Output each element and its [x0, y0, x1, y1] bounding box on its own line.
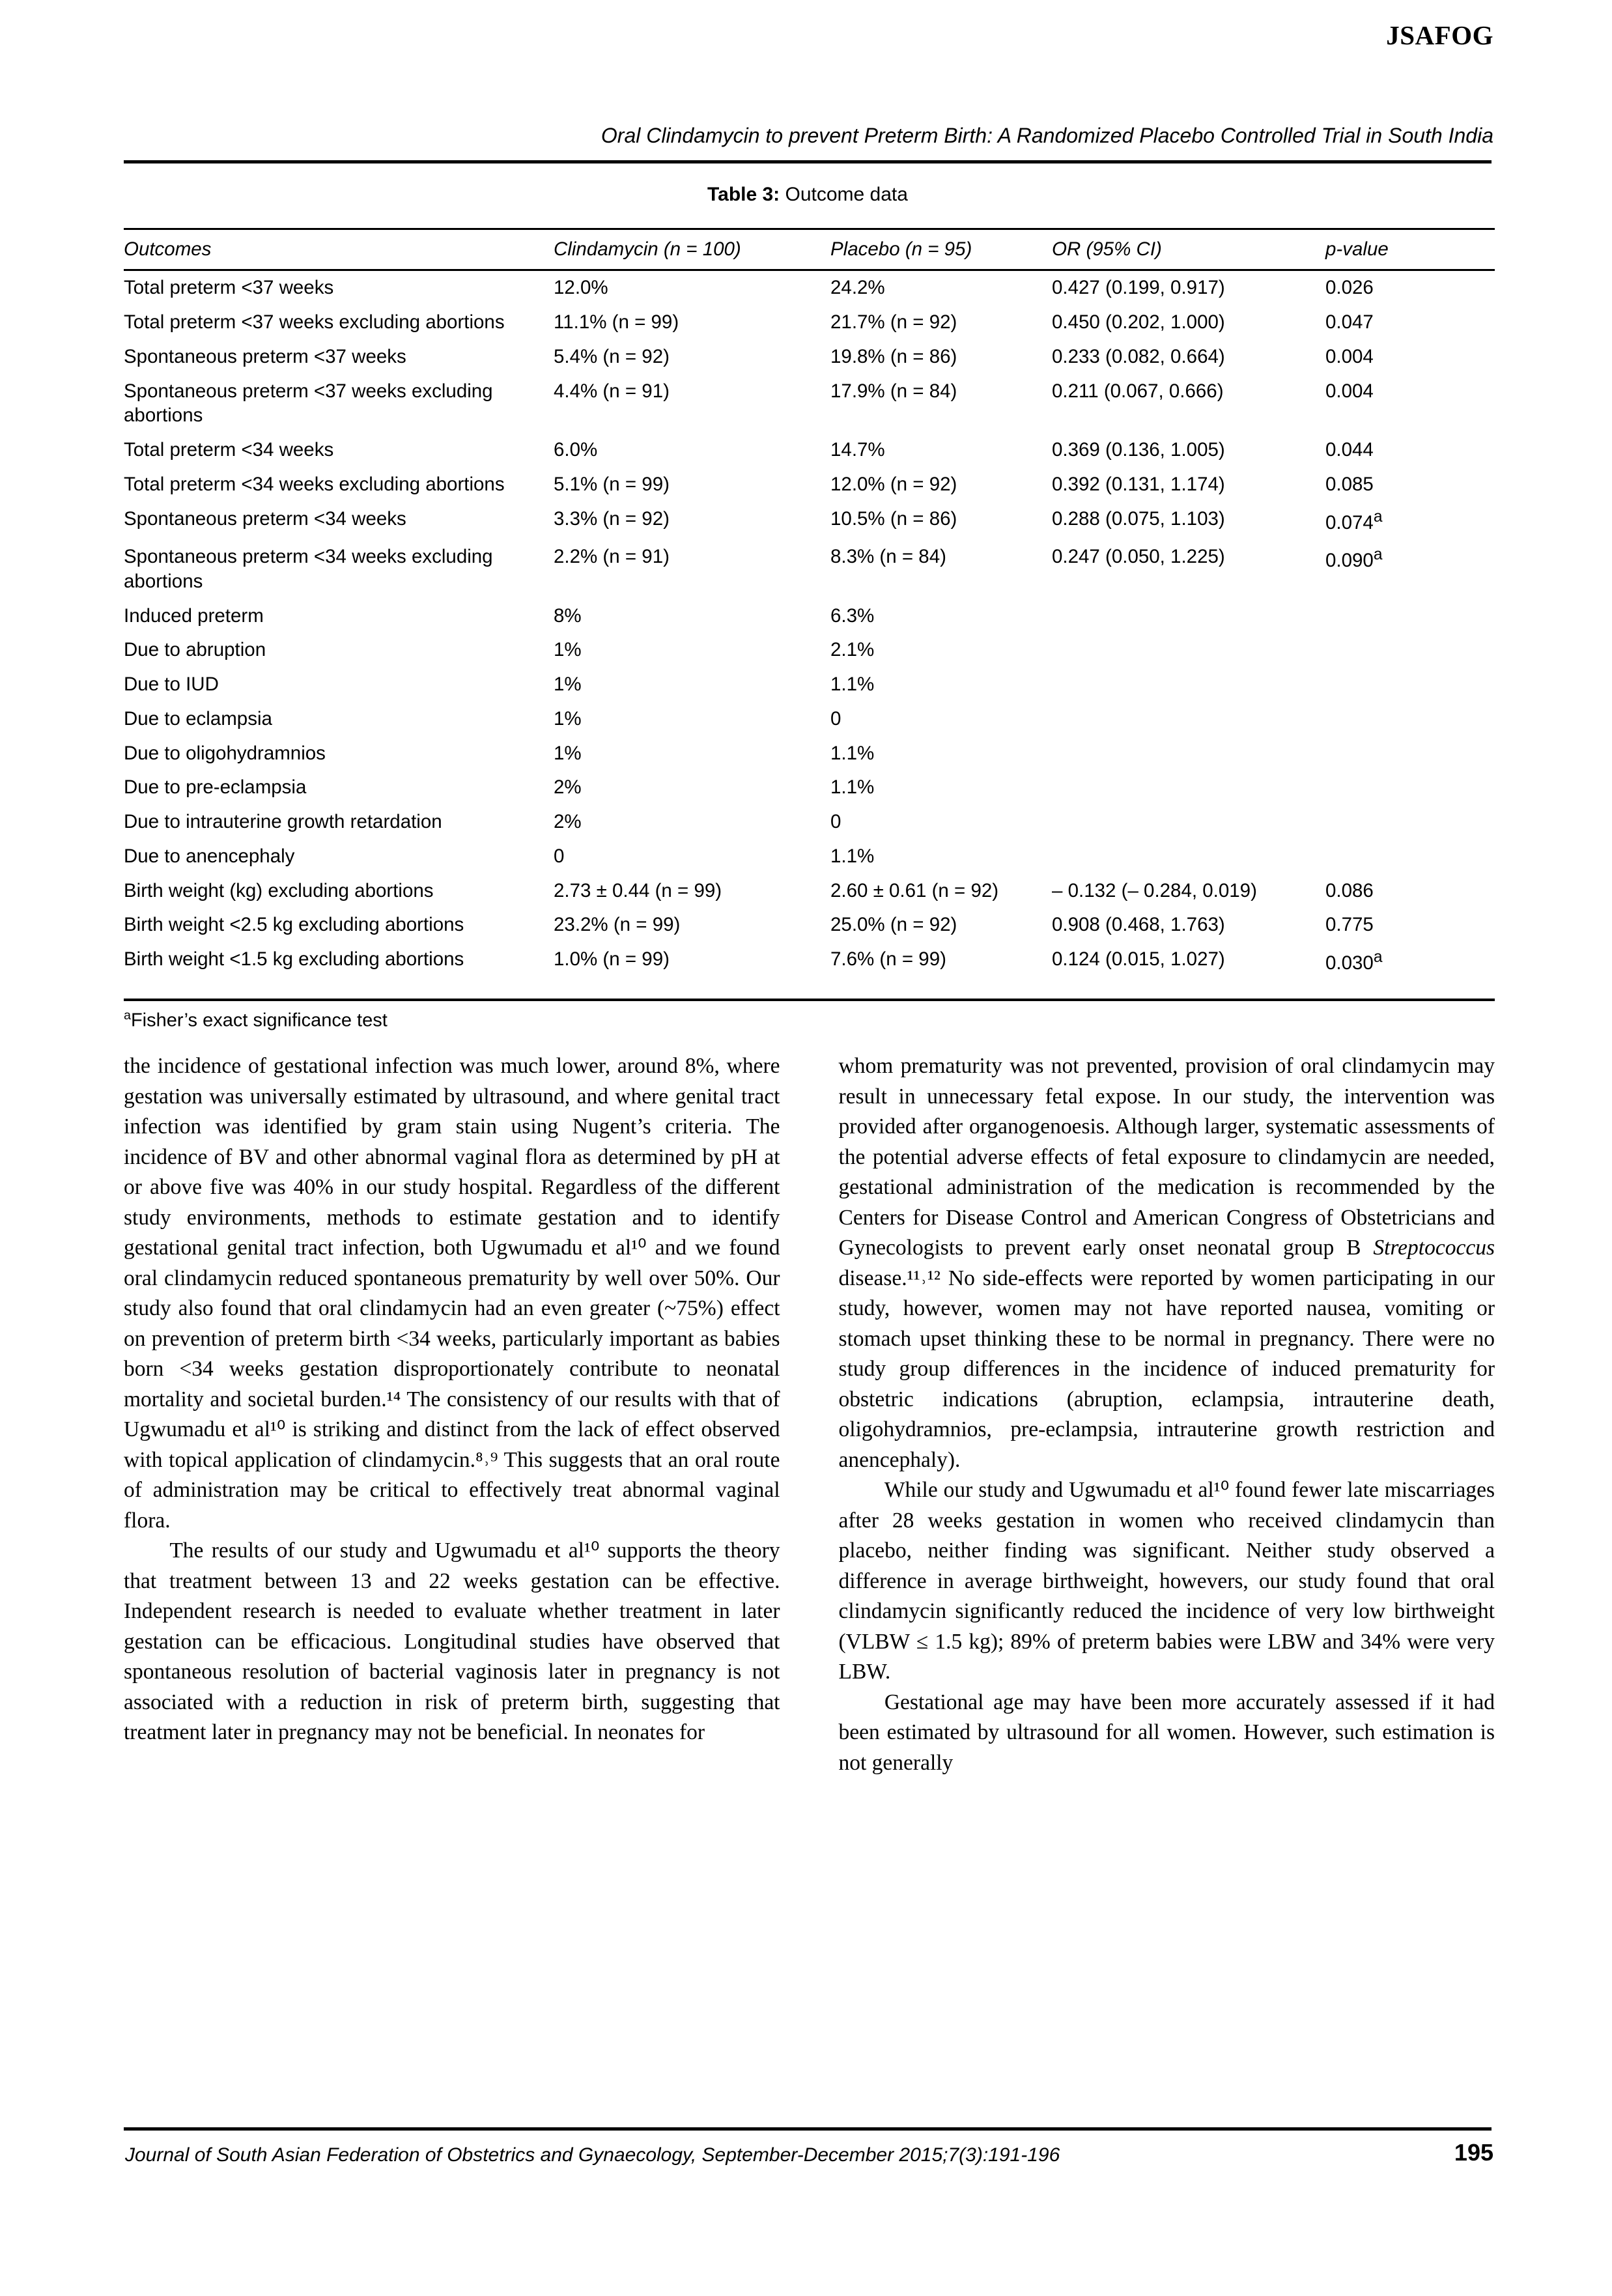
- table-row: [124, 702, 1495, 736]
- table-row: [124, 736, 1495, 771]
- cell-outcome: Due to intrauterine growth retardation: [124, 811, 442, 833]
- cell-or: [1052, 805, 1325, 840]
- cell-outcome: Spontaneous preterm <37 weeks excluding abortions: [124, 380, 493, 427]
- cell-or: [1052, 771, 1325, 805]
- cell-placebo: 6.3%: [830, 604, 875, 627]
- cell-placebo: 19.8% (n = 86): [830, 345, 957, 367]
- cell-outcome: Total preterm <37 weeks excluding abortions: [124, 311, 505, 333]
- cell-clindamycin: 11.1% (n = 99): [554, 311, 679, 333]
- cell-or: [1052, 599, 1325, 633]
- cell-pvalue: [1325, 633, 1495, 668]
- cell-clindamycin: 2.2% (n = 91): [554, 546, 670, 568]
- cell-clindamycin: 0: [554, 845, 565, 867]
- table-row: [124, 873, 1495, 908]
- cell-or: 0.211 (0.067, 0.666): [1052, 380, 1224, 402]
- body-paragraph: While our study and Ugwumadu et al¹⁰ found fewer late miscarriages after 28 weeks gestation in women who received clindamycin than placebo, neither finding was significant. Neither study observed a difference in average birthweight, howevers, our study found that oral clindamycin significantly reduced the incidence of very low birthweight (VLBW ≤ 1.5 kg); 89% of preterm babies were LBW and 34% were very LBW.: [838, 1478, 1495, 1684]
- cell-or: 0.427 (0.199, 0.917): [1052, 277, 1225, 299]
- body-column-left: [124, 1051, 780, 2087]
- cell-placebo: 1.1%: [830, 845, 875, 867]
- cell-pvalue: 0.086: [1325, 879, 1374, 901]
- table-row: [124, 305, 1495, 340]
- cell-pvalue: [1325, 599, 1495, 633]
- cell-pvalue: 0.026: [1325, 277, 1374, 299]
- cell-pvalue: [1325, 771, 1495, 805]
- cell-placebo: 2.1%: [830, 639, 875, 661]
- table-row: [124, 339, 1495, 374]
- table-head: [124, 229, 1495, 270]
- cell-placebo: 17.9% (n = 84): [830, 380, 957, 402]
- cell-outcome: Total preterm <34 weeks: [124, 439, 334, 461]
- cell-or: 0.124 (0.015, 1.027): [1052, 948, 1225, 971]
- table-row: [124, 270, 1495, 305]
- table-header-row: [124, 229, 1495, 270]
- cell-clindamycin: 1%: [554, 639, 582, 661]
- body-paragraph: the incidence of gestational infection was much lower, around 8%, where gestation was universally estimated by ultrasound, and where genital tract infection was identified by gram stain using Nugent’s criteria. The incidence of BV and other abnormal vaginal flora as determined by pH at or above five was 40% in our study hospital. Regardless of the different study environments, methods to estimate gestation and to identify gestational genital tract infection, both Ugwumadu et al¹⁰ and we found oral clindamycin reduced spontaneous prematurity by well over 50%. Our study also found that oral clindamycin had an even greater (~75%) effect on prevention of preterm birth <34 weeks, particularly important as babies born <34 weeks gestation disproportionately contribute to neonatal mortality and societal burden.¹⁴ The consistency of our results with that of Ugwumadu et al¹⁰ is striking and distinct from the lack of effect observed with topical application of clindamycin.⁸˒⁹ This suggests that an oral route of administration may be critical to effectively treat abnormal vaginal flora.: [124, 1054, 780, 1533]
- column-header-placebo: Placebo (n = 95): [830, 238, 972, 260]
- cell-or: 0.247 (0.050, 1.225): [1052, 546, 1225, 568]
- cell-clindamycin: 1.0% (n = 99): [554, 948, 670, 971]
- cell-or: [1052, 633, 1325, 668]
- cell-outcome: Due to abruption: [124, 639, 266, 661]
- cell-clindamycin: 6.0%: [554, 439, 598, 461]
- cell-pvalue: 0.090$^a$: [1325, 546, 1383, 571]
- table-row: [124, 540, 1495, 599]
- header-rule: [124, 160, 1492, 163]
- cell-placebo: 0: [830, 811, 841, 833]
- table-bottom-rule: [124, 999, 1495, 1001]
- table-row: [124, 771, 1495, 805]
- table-row: [124, 839, 1495, 873]
- cell-outcome: Spontaneous preterm <34 weeks: [124, 507, 406, 530]
- table-row: [124, 433, 1495, 468]
- cell-placebo: 21.7% (n = 92): [830, 311, 957, 333]
- cell-pvalue: 0.004: [1325, 380, 1374, 402]
- cell-clindamycin: 2%: [554, 811, 582, 833]
- table-caption: [124, 184, 1492, 206]
- superscript-marker: a: [1373, 948, 1383, 967]
- cell-placebo: 25.0% (n = 92): [830, 914, 957, 936]
- cell-pvalue: [1325, 736, 1495, 771]
- cell-outcome: Birth weight <2.5 kg excluding abortions: [124, 914, 464, 936]
- cell-clindamycin: 3.3% (n = 92): [554, 507, 670, 530]
- column-header-clindamycin: Clindamycin (n = 100): [554, 238, 741, 260]
- cell-outcome: Due to IUD: [124, 673, 219, 696]
- cell-pvalue: [1325, 839, 1495, 873]
- cell-placebo: 12.0% (n = 92): [830, 473, 957, 495]
- body-paragraph: whom prematurity was not prevented, provision of oral clindamycin may result in unnecessary fetal expose. In our study, the intervention was provided after organogenoesis. Although larger, systematic assessments of the potential adverse effects of fetal exposure to clindamycin are needed, gestational administration of the medication is recommended by the Centers for Disease Control and American Congress of Obstetricians and Gynecologists to prevent early onset neonatal group B Streptococcus disease.¹¹˒¹² No side-effects were reported by women participating in our study, however, women may not have reported nausea, vomiting or stomach upset thinking these to be normal in pregnancy. There were no study group differences in the incidence of induced prematurity for obstetric indications (abruption, eclampsia, intrauterine death, oligohydramnios, pre-eclampsia, intrauterine growth restriction and anencephaly).: [838, 1054, 1495, 1472]
- cell-placebo: 14.7%: [830, 439, 885, 461]
- table-row: [124, 467, 1495, 502]
- cell-or: 0.288 (0.075, 1.103): [1052, 507, 1225, 530]
- cell-or: 0.450 (0.202, 1.000): [1052, 311, 1225, 333]
- cell-clindamycin: 1%: [554, 673, 582, 696]
- cell-outcome: Spontaneous preterm <34 weeks excluding abortions: [124, 546, 493, 592]
- cell-placebo: 8.3% (n = 84): [830, 546, 946, 568]
- superscript-marker: a: [1373, 507, 1383, 526]
- footnote-text: Fisher’s exact significance test: [130, 1010, 388, 1031]
- outcome-table-wrapper: [124, 228, 1495, 982]
- cell-outcome: Birth weight <1.5 kg excluding abortions: [124, 948, 464, 971]
- cell-clindamycin: 23.2% (n = 99): [554, 914, 681, 936]
- cell-outcome: Due to eclampsia: [124, 707, 272, 730]
- table-row: [124, 502, 1495, 540]
- table-row: [124, 668, 1495, 702]
- cell-clindamycin: 5.1% (n = 99): [554, 473, 670, 495]
- journal-logo-mark: JSAFOG: [1386, 20, 1493, 50]
- cell-pvalue: 0.775: [1325, 914, 1374, 936]
- table-row: [124, 374, 1495, 433]
- cell-outcome: Spontaneous preterm <37 weeks: [124, 345, 406, 367]
- cell-clindamycin: 5.4% (n = 92): [554, 345, 670, 367]
- footer-citation: Journal of South Asian Federation of Obstetrics and Gynaecology, September-December 2015;7(3):191-196: [125, 2144, 1060, 2166]
- cell-clindamycin: 8%: [554, 604, 582, 627]
- cell-clindamycin: 1%: [554, 707, 582, 730]
- running-title: Oral Clindamycin to prevent Preterm Birth: A Randomized Placebo Controlled Trial in South India: [601, 124, 1493, 147]
- species-name: Streptococcus: [1373, 1236, 1495, 1260]
- table-row: [124, 633, 1495, 668]
- footer-page-number: 195: [1454, 2139, 1493, 2166]
- cell-or: 0.392 (0.131, 1.174): [1052, 473, 1225, 495]
- cell-or: 0.908 (0.468, 1.763): [1052, 914, 1225, 936]
- cell-pvalue: [1325, 702, 1495, 736]
- cell-pvalue: 0.074$^a$: [1325, 507, 1383, 533]
- cell-outcome: Induced preterm: [124, 604, 264, 627]
- cell-placebo: 2.60 ± 0.61 (n = 92): [830, 879, 999, 901]
- cell-pvalue: 0.044: [1325, 439, 1374, 461]
- cell-or: [1052, 702, 1325, 736]
- table-row: [124, 805, 1495, 840]
- cell-pvalue: 0.030$^a$: [1325, 948, 1383, 974]
- footnote-marker: a: [124, 1008, 131, 1023]
- body-paragraph: Gestational age may have been more accurately assessed if it had been estimated by ultrasound for all women. However, such estimation is not generally: [838, 1690, 1495, 1775]
- cell-pvalue: [1325, 805, 1495, 840]
- cell-pvalue: [1325, 668, 1495, 702]
- cell-placebo: 7.6% (n = 99): [830, 948, 946, 971]
- cell-clindamycin: 12.0%: [554, 277, 608, 299]
- cell-outcome: Total preterm <34 weeks excluding abortions: [124, 473, 505, 495]
- cell-clindamycin: 2.73 ± 0.44 (n = 99): [554, 879, 722, 901]
- superscript-marker: a: [1373, 546, 1383, 564]
- cell-placebo: 1.1%: [830, 776, 875, 799]
- body-column-right: [839, 1051, 1495, 2087]
- table-row: [124, 908, 1495, 942]
- cell-or: – 0.132 (– 0.284, 0.019): [1052, 879, 1257, 901]
- cell-placebo: 24.2%: [830, 277, 885, 299]
- outcome-table: [124, 228, 1495, 982]
- column-header-outcomes: Outcomes: [124, 238, 212, 260]
- cell-outcome: Due to anencephaly: [124, 845, 295, 867]
- column-header-pvalue: p-value: [1325, 238, 1389, 260]
- cell-placebo: 10.5% (n = 86): [830, 507, 957, 530]
- cell-placebo: 1.1%: [830, 742, 875, 764]
- cell-outcome: Due to oligohydramnios: [124, 742, 326, 764]
- body-paragraph: The results of our study and Ugwumadu et al¹⁰ supports the theory that treatment between 13 and 22 weeks gestation can be effective. Independent research is needed to evaluate whether treatment in later gestation can be efficacious. Longitudinal studies have observed that spontaneous resolution of bacterial vaginosis later in pregnancy is not associated with a reduction in risk of preterm birth, suggesting that treatment later in pregnancy may not be beneficial. In neonates for: [124, 1538, 780, 1744]
- table-row: [124, 599, 1495, 633]
- cell-outcome: Total preterm <37 weeks: [124, 277, 334, 299]
- cell-pvalue: 0.047: [1325, 311, 1374, 333]
- cell-or: [1052, 736, 1325, 771]
- table-footnote: [124, 1008, 388, 1032]
- table-body: [124, 270, 1495, 982]
- cell-clindamycin: 2%: [554, 776, 582, 799]
- cell-pvalue: 0.004: [1325, 345, 1374, 367]
- cell-or: 0.233 (0.082, 0.664): [1052, 345, 1225, 367]
- table-caption-label: Table 3:: [707, 184, 780, 205]
- table-caption-text: Outcome data: [780, 184, 908, 205]
- cell-or: [1052, 668, 1325, 702]
- cell-placebo: 1.1%: [830, 673, 875, 696]
- footer-rule: [124, 2127, 1492, 2131]
- cell-or: 0.369 (0.136, 1.005): [1052, 439, 1225, 461]
- cell-or: [1052, 839, 1325, 873]
- cell-outcome: Due to pre-eclampsia: [124, 776, 307, 799]
- cell-clindamycin: 1%: [554, 742, 582, 764]
- cell-clindamycin: 4.4% (n = 91): [554, 380, 670, 402]
- cell-placebo: 0: [830, 707, 841, 730]
- cell-pvalue: 0.085: [1325, 473, 1374, 495]
- cell-outcome: Birth weight (kg) excluding abortions: [124, 879, 434, 901]
- body-columns: [124, 1051, 1495, 2087]
- column-header-or: OR (95% CI): [1052, 238, 1162, 260]
- table-row: [124, 942, 1495, 982]
